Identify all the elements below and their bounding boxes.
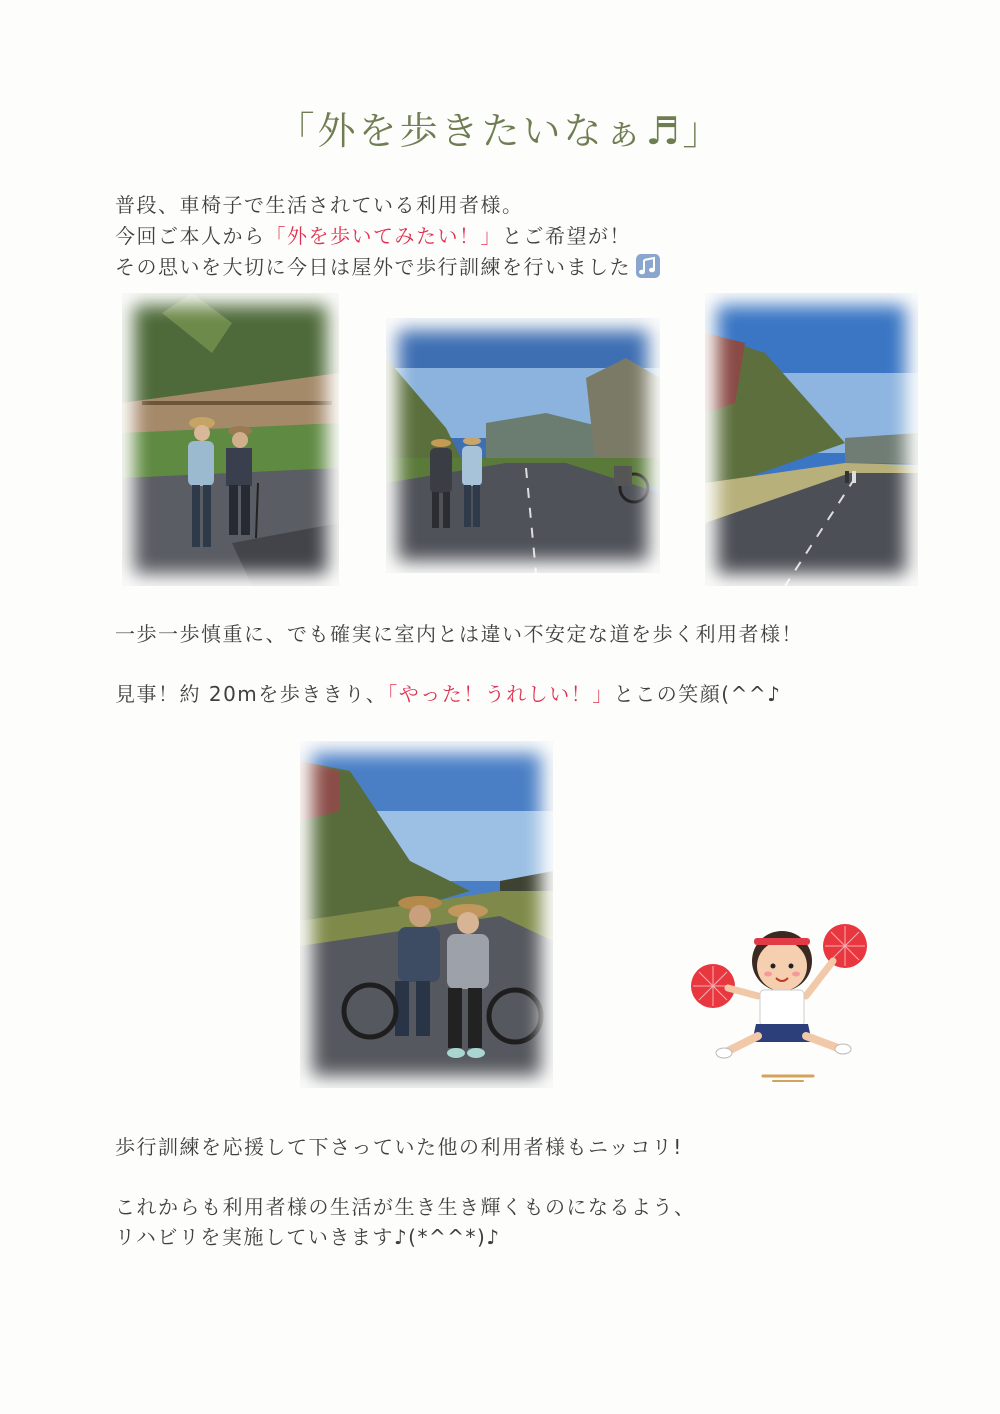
photo-walking-with-cane — [122, 293, 339, 586]
page-title: 「外を歩きたいなぁ♬」 — [276, 109, 724, 153]
middle-line-2-start: 見事！約 20mを歩ききり、 — [115, 682, 388, 706]
closing-line-3: リハビリを実施していきます♪(*^^*)♪ — [115, 1225, 501, 1249]
middle-line-1: 一歩一歩慎重に、でも確実に室内とは違い不安定な道を歩く利用者様！ — [115, 622, 803, 646]
intro-line-2-start: 今回ご本人から — [115, 224, 266, 248]
closing-line-2: これからも利用者様の生活が生き生き輝くものになるよう、 — [115, 1195, 696, 1219]
photo-smiling-wheelchair-users — [300, 741, 553, 1088]
photo-roadside-hill — [705, 293, 918, 586]
closing-line-1: 歩行訓練を応援して下さっていた他の利用者様もニッコリ! — [115, 1135, 683, 1159]
photo-road-walk — [386, 318, 660, 573]
middle-quote-highlight: 「やった！うれしい！」 — [387, 682, 614, 706]
intro-line-3 — [115, 252, 661, 282]
intro-line-2-end: とご希望が！ — [502, 224, 631, 248]
cheerleader-illustration — [688, 916, 876, 1086]
intro-line-3-text: その思いを大切に今日は屋外で歩行訓練を行いました — [115, 255, 631, 279]
music-note-icon — [635, 253, 661, 279]
intro-quote-highlight: 「外を歩いてみたい！」 — [265, 224, 502, 248]
middle-line-2-end: とこの笑顔(^^♪ — [613, 682, 782, 706]
intro-line-2 — [115, 221, 631, 251]
middle-line-2 — [115, 679, 781, 709]
intro-line-1: 普段、車椅子で生活されている利用者様。 — [115, 193, 524, 217]
